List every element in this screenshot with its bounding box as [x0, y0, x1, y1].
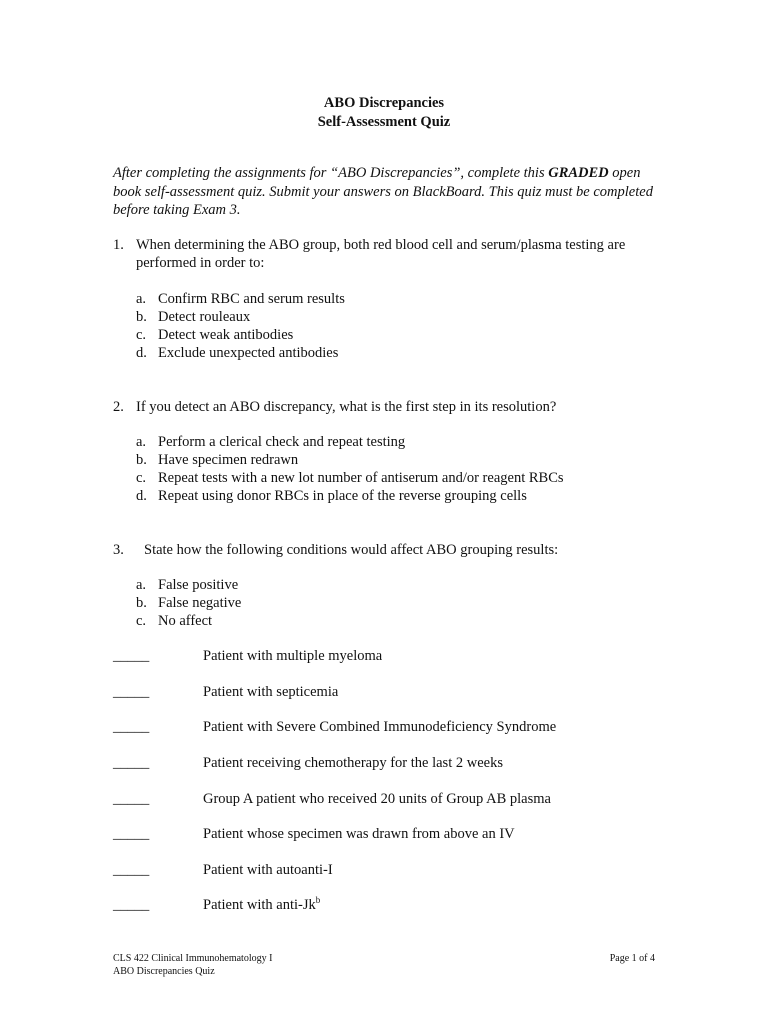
footer-page-number: Page 1 of 4 — [609, 953, 655, 964]
intro-graded-emphasis: GRADED — [548, 165, 609, 181]
condition-text: Group A patient who received 20 units of Group AB plasma — [203, 791, 551, 807]
condition-text: Patient with multiple myeloma — [203, 648, 383, 664]
intro-text-end: open book self-assessment quiz. Submit your answers on BlackBoard. This quiz must be completed before taking Exam 3. — [113, 165, 653, 218]
question-text: State how the following conditions would affect ABO grouping results: — [144, 542, 559, 558]
option-letter: d. — [136, 488, 147, 504]
title-line-1: ABO Discrepancies — [323, 95, 445, 111]
option-letter: a. — [136, 434, 147, 450]
option-letter: c. — [136, 613, 147, 629]
condition-row — [113, 896, 658, 914]
condition-row — [113, 647, 658, 665]
option-text: Confirm RBC and serum results — [158, 291, 345, 307]
condition-row — [113, 825, 658, 843]
question-number: 1. — [113, 237, 124, 253]
option-text: Exclude unexpected antibodies — [158, 345, 339, 361]
answer-blank: _____ — [113, 897, 150, 913]
option-text: Have specimen redrawn — [158, 452, 299, 468]
option-letter: d. — [136, 345, 147, 361]
question-2 — [113, 398, 658, 416]
document-title — [0, 94, 768, 132]
condition-row — [113, 754, 658, 772]
option-text: Repeat tests with a new lot number of antiserum and/or reagent RBCs — [158, 470, 564, 486]
option-letter: a. — [136, 577, 147, 593]
answer-blank: _____ — [113, 648, 150, 664]
title-line-2: Self-Assessment Quiz — [317, 114, 451, 130]
option-text: Detect rouleaux — [158, 309, 251, 325]
condition-text: Patient whose specimen was drawn from above an IV — [203, 826, 515, 842]
option-letter: a. — [136, 291, 147, 307]
question-text: If you detect an ABO discrepancy, what is the first step in its resolution? — [136, 399, 557, 415]
intro-paragraph — [113, 164, 658, 220]
option-text: False negative — [158, 595, 242, 611]
footer-course: CLS 422 Clinical Immunohematology I — [113, 953, 273, 964]
option-letter: b. — [136, 309, 147, 325]
condition-row — [113, 683, 658, 701]
condition-row — [113, 790, 658, 808]
condition-text: Patient with autoanti-I — [203, 862, 333, 878]
option-text: Detect weak antibodies — [158, 327, 294, 343]
option-text: No affect — [158, 613, 213, 629]
intro-text-start: After completing the assignments for “ABO Discrepancies”, complete this — [113, 165, 549, 181]
question-number: 3. — [113, 542, 124, 558]
answer-blank: _____ — [113, 684, 150, 700]
option-letter: c. — [136, 327, 147, 343]
condition-text: Patient receiving chemotherapy for the last 2 weeks — [203, 755, 503, 771]
answer-blank: _____ — [113, 719, 150, 735]
condition-row — [113, 718, 658, 736]
condition-row — [113, 861, 658, 879]
option-letter: b. — [136, 595, 147, 611]
question-1 — [113, 236, 658, 272]
answer-blank: _____ — [113, 826, 150, 842]
question-number: 2. — [113, 399, 124, 415]
footer-doc-title: ABO Discrepancies Quiz — [113, 965, 215, 977]
answer-blank: _____ — [113, 862, 150, 878]
question-3 — [113, 541, 658, 559]
condition-text-main: Patient with anti-Jk — [203, 897, 316, 913]
answer-blank: _____ — [113, 791, 150, 807]
condition-text: Patient with septicemia — [203, 684, 339, 700]
condition-text — [203, 896, 320, 914]
option-text: False positive — [158, 577, 239, 593]
option-text: Perform a clerical check and repeat testing — [158, 434, 406, 450]
condition-text: Patient with Severe Combined Immunodeficiency Syndrome — [203, 719, 557, 735]
footer-left — [113, 953, 272, 978]
option-letter: c. — [136, 470, 147, 486]
option-letter: b. — [136, 452, 147, 468]
answer-blank: _____ — [113, 755, 150, 771]
condition-superscript: b — [315, 895, 321, 905]
question-text: When determining the ABO group, both red blood cell and serum/plasma testing are performed in order to: — [136, 237, 626, 271]
option-text: Repeat using donor RBCs in place of the reverse grouping cells — [158, 488, 527, 504]
